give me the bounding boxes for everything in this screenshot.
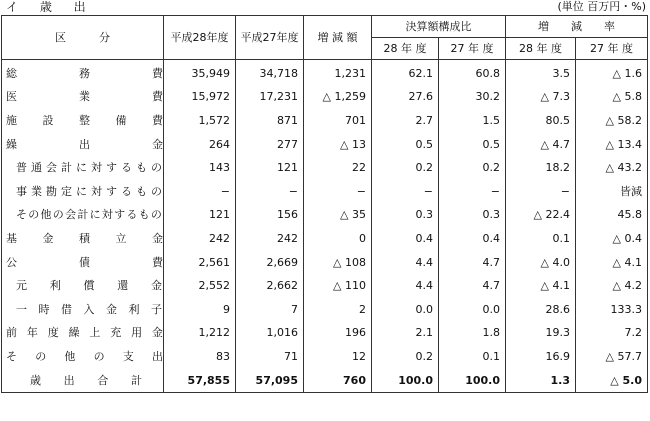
- cell-g28: 16.9: [506, 345, 576, 369]
- cell-change: 701: [304, 109, 372, 133]
- cell-r28: −: [372, 180, 439, 204]
- header-fy27: 平成27年度: [236, 16, 304, 60]
- table-row: [2, 369, 648, 393]
- row-label: [2, 322, 164, 346]
- row-label: [2, 109, 164, 133]
- cell-r27: 60.8: [439, 60, 506, 86]
- row-label-text: そ の 他 の 支 出: [6, 349, 163, 363]
- row-label: [2, 204, 164, 228]
- cell-g27: △ 0.4: [576, 227, 648, 251]
- cell-change: △ 35: [304, 204, 372, 228]
- row-label-text: 普 通 会 計 に 対 す る も の: [16, 161, 162, 175]
- cell-g27: △ 1.6: [576, 60, 648, 86]
- cell-g27: 7.2: [576, 322, 648, 346]
- cell-g27: △ 43.2: [576, 156, 648, 180]
- row-label: [2, 180, 164, 204]
- cell-h27: 871: [236, 109, 304, 133]
- cell-g28: △ 4.0: [506, 251, 576, 275]
- row-label: [2, 274, 164, 298]
- table-row: [2, 180, 648, 204]
- cell-g27: △ 4.1: [576, 251, 648, 275]
- table-row: [2, 204, 648, 228]
- cell-h28: 15,972: [164, 86, 236, 110]
- cell-change: 22: [304, 156, 372, 180]
- header-ratio: 決算額構成比: [372, 16, 506, 38]
- cell-h28: 2,552: [164, 274, 236, 298]
- cell-h28: 1,212: [164, 322, 236, 346]
- cell-h27: 156: [236, 204, 304, 228]
- cell-g28: 1.3: [506, 369, 576, 393]
- cell-g27: △ 4.2: [576, 274, 648, 298]
- table-row: [2, 156, 648, 180]
- cell-r27: 30.2: [439, 86, 506, 110]
- cell-change: 196: [304, 322, 372, 346]
- cell-r28: 0.0: [372, 298, 439, 322]
- cell-change: −: [304, 180, 372, 204]
- cell-h28: 9: [164, 298, 236, 322]
- table-row: [2, 227, 648, 251]
- cell-change: △ 108: [304, 251, 372, 275]
- row-label: [2, 133, 164, 157]
- table-row: [2, 274, 648, 298]
- cell-h28: 57,855: [164, 369, 236, 393]
- cell-r27: 0.4: [439, 227, 506, 251]
- header-rate-28: 28 年 度: [506, 38, 576, 60]
- cell-h28: 2,561: [164, 251, 236, 275]
- cell-g28: △ 4.7: [506, 133, 576, 157]
- row-label: [2, 251, 164, 275]
- cell-change: 0: [304, 227, 372, 251]
- cell-h27: 17,231: [236, 86, 304, 110]
- table-row: [2, 133, 648, 157]
- unit-note: (単位 百万円・%): [557, 0, 646, 13]
- cell-h28: 1,572: [164, 109, 236, 133]
- cell-r27: 4.7: [439, 251, 506, 275]
- table-row: [2, 322, 648, 346]
- cell-r28: 100.0: [372, 369, 439, 393]
- cell-g27: △ 58.2: [576, 109, 648, 133]
- cell-r28: 0.5: [372, 133, 439, 157]
- cell-change: 2: [304, 298, 372, 322]
- row-label: [2, 298, 164, 322]
- cell-h27: 2,669: [236, 251, 304, 275]
- cell-h28: 83: [164, 345, 236, 369]
- cell-g28: 80.5: [506, 109, 576, 133]
- header-ratio-27: 27 年 度: [439, 38, 506, 60]
- table-row: [2, 60, 648, 86]
- row-label: [2, 227, 164, 251]
- cell-g28: 0.1: [506, 227, 576, 251]
- cell-change: △ 1,259: [304, 86, 372, 110]
- cell-g28: △ 4.1: [506, 274, 576, 298]
- table-row: [2, 251, 648, 275]
- row-label-text: 事 業 勘 定 に 対 す る も の: [16, 184, 162, 198]
- cell-h27: 277: [236, 133, 304, 157]
- row-label-text: 一 時 借 入 金 利 子: [16, 302, 162, 316]
- table-body: [2, 60, 648, 393]
- cell-r28: 0.4: [372, 227, 439, 251]
- cell-r28: 2.7: [372, 109, 439, 133]
- cell-r27: 0.0: [439, 298, 506, 322]
- cell-r28: 4.4: [372, 274, 439, 298]
- row-label-text: 施 設 整 備 費: [6, 113, 163, 127]
- row-label-text: 基 金 積 立 金: [6, 231, 163, 245]
- table-row: [2, 86, 648, 110]
- cell-h27: 34,718: [236, 60, 304, 86]
- header-change: 増 減 額: [304, 16, 372, 60]
- row-label-text: 歳 出 合 計: [30, 373, 142, 387]
- row-label-text: 元 利 償 還 金: [16, 279, 162, 293]
- cell-r28: 0.3: [372, 204, 439, 228]
- cell-r28: 27.6: [372, 86, 439, 110]
- cell-r27: 4.7: [439, 274, 506, 298]
- cell-g27: 45.8: [576, 204, 648, 228]
- cell-h27: 57,095: [236, 369, 304, 393]
- cell-h27: 1,016: [236, 322, 304, 346]
- cell-h28: 35,949: [164, 60, 236, 86]
- cell-r27: 100.0: [439, 369, 506, 393]
- row-label: [2, 369, 164, 393]
- section-title: イ 歳 出: [6, 0, 95, 14]
- cell-r27: 0.1: [439, 345, 506, 369]
- cell-change: 12: [304, 345, 372, 369]
- header-ratio-28: 28 年 度: [372, 38, 439, 60]
- cell-g27: 皆減: [576, 180, 648, 204]
- cell-change: 1,231: [304, 60, 372, 86]
- cell-g28: △ 7.3: [506, 86, 576, 110]
- cell-g28: △ 22.4: [506, 204, 576, 228]
- cell-h28: 143: [164, 156, 236, 180]
- cell-g28: 28.6: [506, 298, 576, 322]
- cell-change: 760: [304, 369, 372, 393]
- cell-h28: 121: [164, 204, 236, 228]
- cell-r28: 62.1: [372, 60, 439, 86]
- cell-g27: △ 5.0: [576, 369, 648, 393]
- cell-g28: 19.3: [506, 322, 576, 346]
- cell-change: △ 13: [304, 133, 372, 157]
- header-section: 区 分: [2, 16, 164, 60]
- row-label: [2, 86, 164, 110]
- cell-h27: 121: [236, 156, 304, 180]
- cell-h28: 264: [164, 133, 236, 157]
- row-label: [2, 345, 164, 369]
- cell-r28: 2.1: [372, 322, 439, 346]
- row-label-text: 前 年 度 繰 上 充 用 金: [6, 326, 163, 340]
- cell-h28: 242: [164, 227, 236, 251]
- cell-g27: △ 57.7: [576, 345, 648, 369]
- row-label-text: 総 務 費: [6, 66, 163, 80]
- cell-r28: 0.2: [372, 156, 439, 180]
- header-rate-27: 27 年 度: [576, 38, 648, 60]
- cell-r27: 1.5: [439, 109, 506, 133]
- cell-g28: 3.5: [506, 60, 576, 86]
- cell-g27: △ 13.4: [576, 133, 648, 157]
- table-row: [2, 298, 648, 322]
- row-label-text: そ の 他 の 会 計 に 対 す る も の: [16, 208, 162, 222]
- cell-r28: 4.4: [372, 251, 439, 275]
- cell-change: △ 110: [304, 274, 372, 298]
- cell-h28: −: [164, 180, 236, 204]
- cell-h27: 242: [236, 227, 304, 251]
- row-label-text: 公 債 費: [6, 255, 163, 269]
- header-fy28: 平成28年度: [164, 16, 236, 60]
- cell-g28: 18.2: [506, 156, 576, 180]
- cell-g28: −: [506, 180, 576, 204]
- cell-h27: 71: [236, 345, 304, 369]
- cell-r27: 0.3: [439, 204, 506, 228]
- row-label-text: 繰 出 金: [6, 137, 163, 151]
- table-row: [2, 345, 648, 369]
- cell-g27: △ 5.8: [576, 86, 648, 110]
- header-rate: 増 減 率: [506, 16, 648, 38]
- table-row: [2, 109, 648, 133]
- cell-g27: 133.3: [576, 298, 648, 322]
- cell-r27: 0.2: [439, 156, 506, 180]
- cell-r27: −: [439, 180, 506, 204]
- cell-r28: 0.2: [372, 345, 439, 369]
- cell-r27: 1.8: [439, 322, 506, 346]
- cell-r27: 0.5: [439, 133, 506, 157]
- row-label: [2, 156, 164, 180]
- cell-h27: −: [236, 180, 304, 204]
- row-label: [2, 60, 164, 86]
- cell-h27: 7: [236, 298, 304, 322]
- row-label-text: 医 業 費: [6, 90, 163, 104]
- cell-h27: 2,662: [236, 274, 304, 298]
- expenditure-table: [1, 15, 648, 393]
